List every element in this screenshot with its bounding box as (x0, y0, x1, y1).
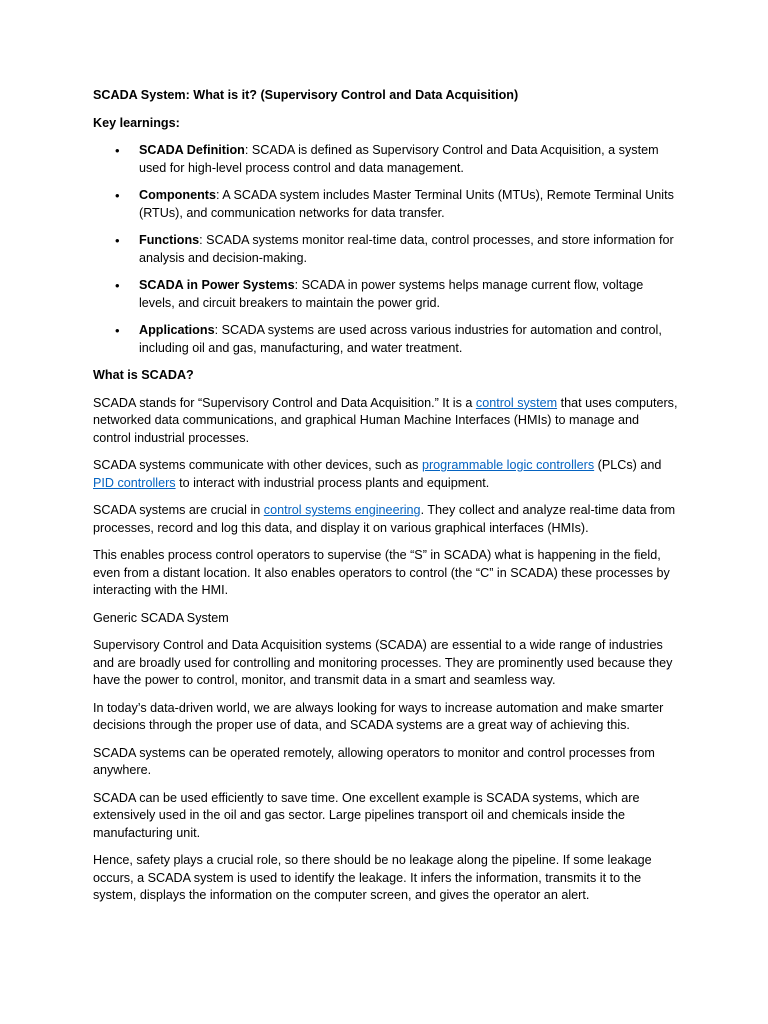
bullet-icon: • (115, 188, 120, 203)
paragraph-text: to interact with industrial process plants and equipment. (175, 475, 490, 490)
list-item-text: : SCADA systems monitor real-time data, control processes, and store information for analysis and decision-making. (139, 233, 674, 265)
bullet-icon: • (115, 233, 120, 248)
list-item-term: SCADA Definition (139, 143, 245, 157)
list-item-term: SCADA in Power Systems (139, 278, 295, 292)
list-item-term: Functions (139, 233, 200, 247)
bullet-icon: • (115, 143, 120, 158)
paragraph-data-driven: In today’s data-driven world, we are always looking for ways to increase automation and make smarter decisions through the proper use of data, and SCADA systems are a great way of achieving this. (93, 700, 664, 732)
paragraph-generic-caption: Generic SCADA System (93, 610, 229, 625)
document-title: SCADA System: What is it? (Supervisory Control and Data Acquisition) (93, 88, 519, 102)
section-heading-what-is-scada: What is SCADA? (93, 368, 194, 382)
control-systems-engineering-link[interactable]: control systems engineering (263, 503, 421, 517)
paragraph-remote: SCADA systems can be operated remotely, allowing operators to monitor and control processes from anywhere. (93, 745, 655, 777)
document-page (93, 87, 678, 915)
list-item-text: : A SCADA system includes Master Terminal Units (MTUs), Remote Terminal Units (RTUs), and communication networks for data transfer. (139, 188, 674, 220)
list-item (93, 232, 678, 267)
paragraph-communication (93, 457, 678, 492)
paragraph-text: (PLCs) and (594, 458, 662, 472)
control-system-link[interactable]: control system (475, 395, 558, 410)
paragraph-engineering (93, 502, 678, 537)
paragraph-save-time: SCADA can be used efficiently to save time. One excellent example is SCADA systems, which are extensively used in the oil and gas sector. Large pipelines transport oil and chemicals inside the manufacturing unit. (93, 790, 640, 840)
paragraph-supervise: This enables process control operators to supervise (the “S” in SCADA) what is happening in the field, even from a distant location. It also enables operators to control (the “C” in SCADA) these processes by interacting with the HMI. (93, 548, 670, 597)
list-item (93, 142, 678, 177)
list-item-text: : SCADA in power systems helps manage current flow, voltage levels, and circuit breakers to maintain the power grid. (139, 278, 644, 310)
paragraph-essential: Supervisory Control and Data Acquisition systems (SCADA) are essential to a wide range of industries and are broadly used for controlling and monitoring processes. They are prominently used because they have the power to control, monitor, and transmit data in a smart and seamless way. (93, 638, 673, 687)
list-item-text: : SCADA is defined as Supervisory Control and Data Acquisition, a system used for high-level process control and data management. (139, 143, 659, 175)
paragraph-text: SCADA systems communicate with other devices, such as (93, 458, 422, 472)
list-item (93, 277, 678, 312)
list-item-term: Applications (139, 323, 215, 337)
paragraph-text: . They collect and analyze real-time data from processes, record and log this data, and display it on various graphical interfaces (HMIs). (93, 503, 676, 535)
paragraph-text: SCADA stands for “Supervisory Control and Data Acquisition.” It is a (93, 395, 476, 410)
list-item-text: : SCADA systems are used across various industries for automation and control, including oil and gas, manufacturing, and water treatment. (139, 323, 662, 355)
pid-controllers-link[interactable]: PID controllers (93, 475, 176, 490)
paragraph-text: SCADA systems are crucial in (93, 503, 264, 517)
bullet-icon: • (115, 323, 120, 338)
list-item (93, 322, 678, 357)
list-item (93, 187, 678, 222)
paragraph-text: that uses computers, networked data communications, and graphical Human Machine Interfaces (HMIs) to manage and control industrial processes. (93, 395, 678, 445)
paragraph-safety: Hence, safety plays a crucial role, so there should be no leakage along the pipeline. If some leakage occurs, a SCADA system is used to identify the leakage. It infers the information, transmits it to the system, displays the information on the computer screen, and gives the operator an alert. (93, 853, 652, 902)
key-learnings-heading: Key learnings: (93, 115, 180, 130)
key-learnings-list (93, 142, 678, 357)
list-item-term: Components (139, 188, 216, 202)
plc-link[interactable]: programmable logic controllers (421, 458, 595, 472)
bullet-icon: • (115, 278, 120, 293)
paragraph-definition (93, 395, 678, 448)
